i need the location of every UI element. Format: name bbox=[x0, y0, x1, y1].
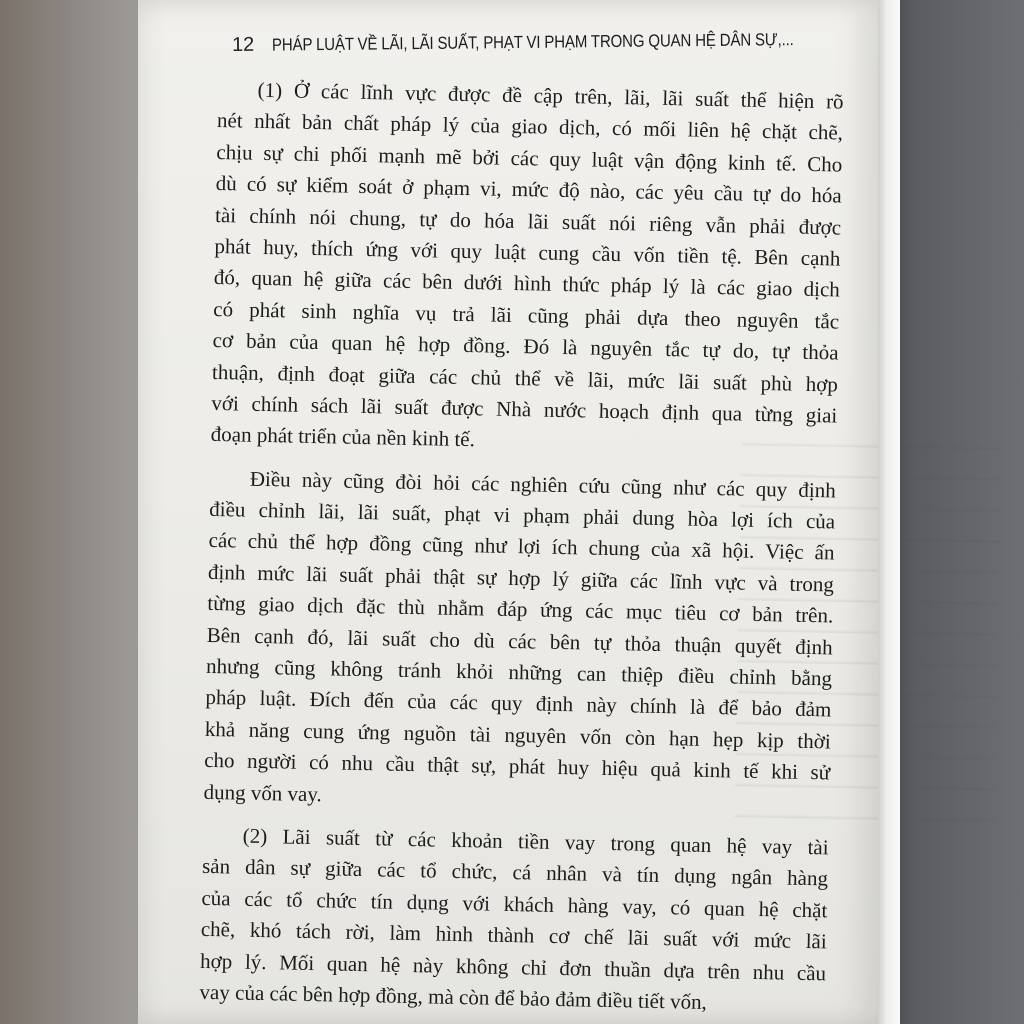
text-line: cho người có nhu cầu thật sự, phát huy hiệu quả kinh tế khi sử bbox=[203, 748, 831, 785]
text-line: thuận, định đoạt giữa các chủ thể về lãi, mức lãi suất phù hợp bbox=[211, 359, 839, 397]
text-line: nhưng cũng không tránh khỏi những can thiệp điều chỉnh bằng bbox=[205, 653, 833, 691]
table-surface-left bbox=[0, 0, 140, 1024]
body-text bbox=[199, 74, 844, 1024]
text-line: (2) Lãi suất từ các khoản tiền vay trong quan hệ vay tài bbox=[242, 823, 829, 860]
text-line: phát huy, thích ứng với quy luật cung cầu vốn tiền tệ. Bên cạnh bbox=[214, 233, 841, 271]
text-line: tài chính nói chung, tự do hóa lãi suất nói riêng vẫn phải được bbox=[214, 202, 842, 240]
text-line: với chính sách lãi suất được Nhà nước hoạch định qua từng giai bbox=[211, 390, 838, 428]
text-line: đó, quan hệ giữa các bên dưới hình thức pháp lý là các giao dịch bbox=[213, 265, 841, 302]
page-edge-stack bbox=[878, 0, 900, 1024]
text-line: đoạn phát triển của nền kinh tế. bbox=[210, 422, 476, 452]
text-line: chẽ, khó tách rời, làm hình thành cơ chế lãi suất với mức lãi bbox=[200, 916, 827, 954]
paragraph bbox=[199, 820, 829, 1021]
running-title: PHÁP LUẬT VỀ LÃI, LÃI SUẤT, PHẠT VI PHẠM TRONG QUAN HỆ DÂN SỰ,... bbox=[272, 28, 794, 55]
text-line: Bên cạnh đó, lãi suất cho dù các bên tự thỏa thuận quyết định bbox=[206, 622, 833, 660]
page-number: 12 bbox=[231, 33, 255, 56]
text-line: định mức lãi suất phải thật sự hợp lý giữa các lĩnh vực và trong bbox=[207, 559, 835, 597]
text-line: các chủ thể hợp đồng cũng như lợi ích chung của xã hội. Việc ấn bbox=[208, 528, 835, 565]
paragraph bbox=[210, 74, 843, 463]
text-line: sản dân sự giữa các tổ chức, cá nhân và tín dụng ngân hàng bbox=[201, 854, 829, 891]
text-line: Điều này cũng đòi hỏi các nghiên cứu cũng như các quy định bbox=[249, 466, 837, 503]
text-line: vay của các bên hợp đồng, mà còn để bảo đảm điều tiết vốn, bbox=[199, 979, 708, 1014]
text-line: nét nhất bản chất pháp lý của giao dịch, có mối liên hệ chặt chẽ, bbox=[216, 108, 844, 145]
paragraph bbox=[203, 463, 836, 821]
text-line: dù có sự kiểm soát ở phạm vi, mức độ nào, các yêu cầu tự do hóa bbox=[215, 171, 842, 208]
text-line: (1) Ở các lĩnh vực được đề cập trên, lãi, lãi suất thể hiện rõ bbox=[257, 77, 844, 114]
text-line: cơ bản của quan hệ hợp đồng. Đó là nguyên tắc tự do, tự thỏa bbox=[212, 328, 839, 365]
text-line: chịu sự chi phối mạnh mẽ bởi các quy luật vận động kinh tế. Cho bbox=[216, 139, 843, 177]
text-line: hợp lý. Mối quan hệ này không chỉ đơn thuần dựa trên nhu cầu bbox=[199, 948, 827, 985]
text-line: có phát sinh nghĩa vụ trả lãi cũng phải dựa theo nguyên tắc bbox=[213, 296, 840, 334]
text-line: của các tổ chức tín dụng với khách hàng vay, có quan hệ chặt bbox=[201, 885, 828, 923]
text-line: dụng vốn vay. bbox=[203, 779, 323, 806]
text-line: khả năng cung ứng nguồn tài nguyên vốn còn hạn hẹp kịp thời bbox=[204, 716, 831, 754]
text-line: pháp luật. Đích đến của các quy định này chính là để bảo đảm bbox=[205, 685, 832, 722]
text-line: từng giao dịch đặc thù nhằm đáp ứng các mục tiêu cơ bản trên. bbox=[207, 591, 834, 628]
text-line: điều chỉnh lãi, lãi suất, phạt vi phạm phải dung hòa lợi ích của bbox=[209, 496, 836, 534]
